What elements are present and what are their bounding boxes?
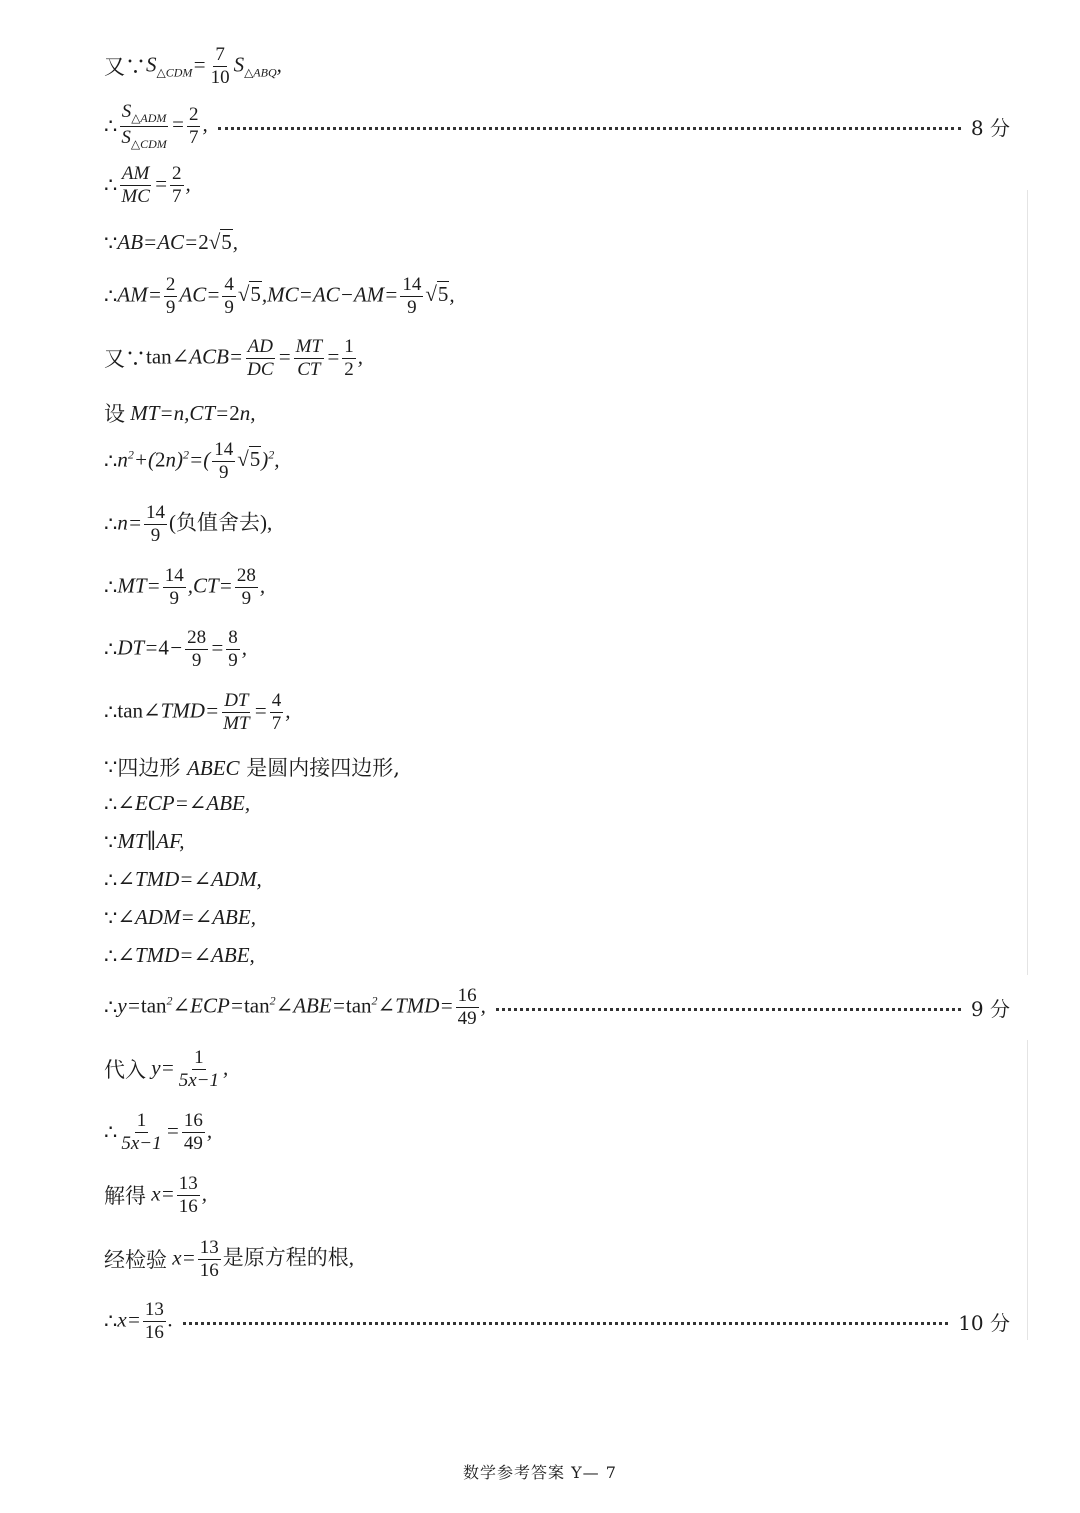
formula: ∠ECP=∠ABE, [117, 791, 251, 815]
formula: ∠ADM=∠ABE, [117, 905, 256, 929]
line-prefix: 代入 [104, 1058, 146, 1083]
formula: x= $\frac{13}{16}$ . [117, 1299, 174, 1343]
solution-line [104, 791, 1010, 816]
solution-line [104, 1111, 1010, 1154]
line-prefix: ∴ [104, 995, 118, 1020]
scan-edge-line [1027, 1040, 1028, 1340]
solution-line [104, 943, 1010, 968]
formula: x= $\frac{13}{16}$ , [146, 1173, 207, 1217]
line-prefix: 又∵ [104, 55, 146, 80]
line-prefix: 经检验 [104, 1248, 167, 1273]
solution-line [104, 45, 1010, 88]
solution-line [104, 867, 1010, 892]
scan-edge-line [1027, 190, 1028, 975]
score-label: 10 分 [958, 1310, 1010, 1335]
page-footer: 数学参考答案 Y— 7 [463, 1463, 617, 1482]
solution-line [104, 102, 1010, 150]
line-prefix: ∴ [104, 637, 118, 662]
formula: y= $\frac{1}{5x-1}$ , [146, 1047, 229, 1091]
formula: MT= $\frac{14}{9}$ ,CT= $\frac{28}{9}$ , [117, 565, 266, 609]
formula: n= $\frac{14}{9}$ (负值舍去), [117, 502, 273, 546]
formula: MT=n,CT=2n, [125, 400, 256, 425]
line-prefix: ∴ [104, 1309, 118, 1334]
solution-line [104, 1238, 1010, 1281]
line-prefix: ∴ [104, 867, 118, 892]
line-prefix: ∵ [104, 230, 118, 255]
line-prefix: ∵ [104, 829, 118, 854]
solution-line [104, 1048, 1010, 1091]
solution-line [104, 440, 1010, 483]
line-prefix: ∴ [104, 575, 118, 600]
formula: ∠TMD=∠ABE, [117, 943, 255, 967]
line-prefix: ∴ [104, 791, 118, 816]
formula: AM= $\frac{2}{9}$ AC= $\frac{4}{9}$ √5,MC=AC−AM= $\frac{14}{9}$ √5, [117, 274, 455, 318]
formula: $S_{\triangle CDM}=$ $\frac{7}{10}$ $S_{\triangle ABQ}$, [146, 44, 282, 88]
score-label: 9 分 [970, 996, 1010, 1021]
statement: 四边形 ABEC 是圆内接四边形, [117, 756, 400, 780]
solution-line [104, 337, 1010, 380]
line-prefix: ∵ [104, 755, 118, 779]
dotted-leader [183, 1322, 948, 1325]
score-label: 8 分 [970, 115, 1010, 140]
line-prefix: ∴ [104, 284, 118, 309]
line-prefix: ∵ [104, 905, 118, 930]
solution-line [104, 275, 1010, 318]
solution-line [104, 1300, 1010, 1343]
formula: $\frac{AM}{MC}$ = $\frac{2}{7}$ , [121, 163, 191, 207]
line-prefix: ∴ [104, 449, 118, 474]
line-prefix: ∴ [104, 943, 118, 968]
line-prefix: 设 [104, 402, 125, 426]
line-prefix: ∴ [104, 1120, 118, 1145]
solution-line [104, 398, 1010, 428]
line-prefix: ∴ [104, 173, 118, 198]
solution-line [104, 164, 1010, 207]
formula: $y=\tan^2\angle ECP=\tan^2\angle ABE=\tan^2\angle TMD=$ $\frac{16}{49}$ , [117, 985, 486, 1029]
solution-line [104, 986, 1010, 1029]
line-prefix: ∴ [104, 114, 118, 139]
formula: $\frac{1}{5x-1}$ = $\frac{16}{49}$ , [121, 1110, 213, 1154]
solution-line [104, 1174, 1010, 1217]
formula: ∠TMD=∠ADM, [117, 867, 262, 891]
formula: tan∠TMD= $\frac{DT}{MT}$ = $\frac{4}{7}$ , [117, 690, 291, 734]
formula: MT∥AF, [117, 829, 185, 853]
solution-line [104, 905, 1010, 930]
line-prefix: 又∵ [104, 347, 146, 372]
dotted-leader [496, 1008, 961, 1011]
formula: $\frac{S_{\triangle ADM}}{S_{\triangle CDM}}$ = $\frac{2}{7}$ , [121, 101, 208, 151]
solution-line [104, 691, 1010, 734]
solution-line [104, 628, 1010, 671]
solution-line [104, 752, 1010, 782]
line-prefix: 解得 [104, 1184, 146, 1209]
formula: tan∠ACB= $\frac{AD}{DC}$ = $\frac{MT}{CT}$ = $\frac{1}{2}$ , [146, 336, 363, 380]
formula: DT=4− $\frac{28}{9}$ = $\frac{8}{9}$ , [117, 627, 247, 671]
solution-line [104, 829, 1010, 854]
line-prefix: ∴ [104, 512, 118, 537]
formula: x= $\frac{13}{16}$ 是原方程的根, [167, 1237, 354, 1281]
line-prefix: ∴ [104, 700, 118, 725]
dotted-leader [218, 127, 961, 130]
solution-line [104, 503, 1010, 546]
formula: AB=AC=2√5, [117, 230, 238, 254]
solution-line [104, 230, 1010, 255]
solution-line [104, 566, 1010, 609]
formula: $n^2+(2n)^2=$( $\frac{14}{9}$ √5)$^2$, [117, 439, 280, 483]
